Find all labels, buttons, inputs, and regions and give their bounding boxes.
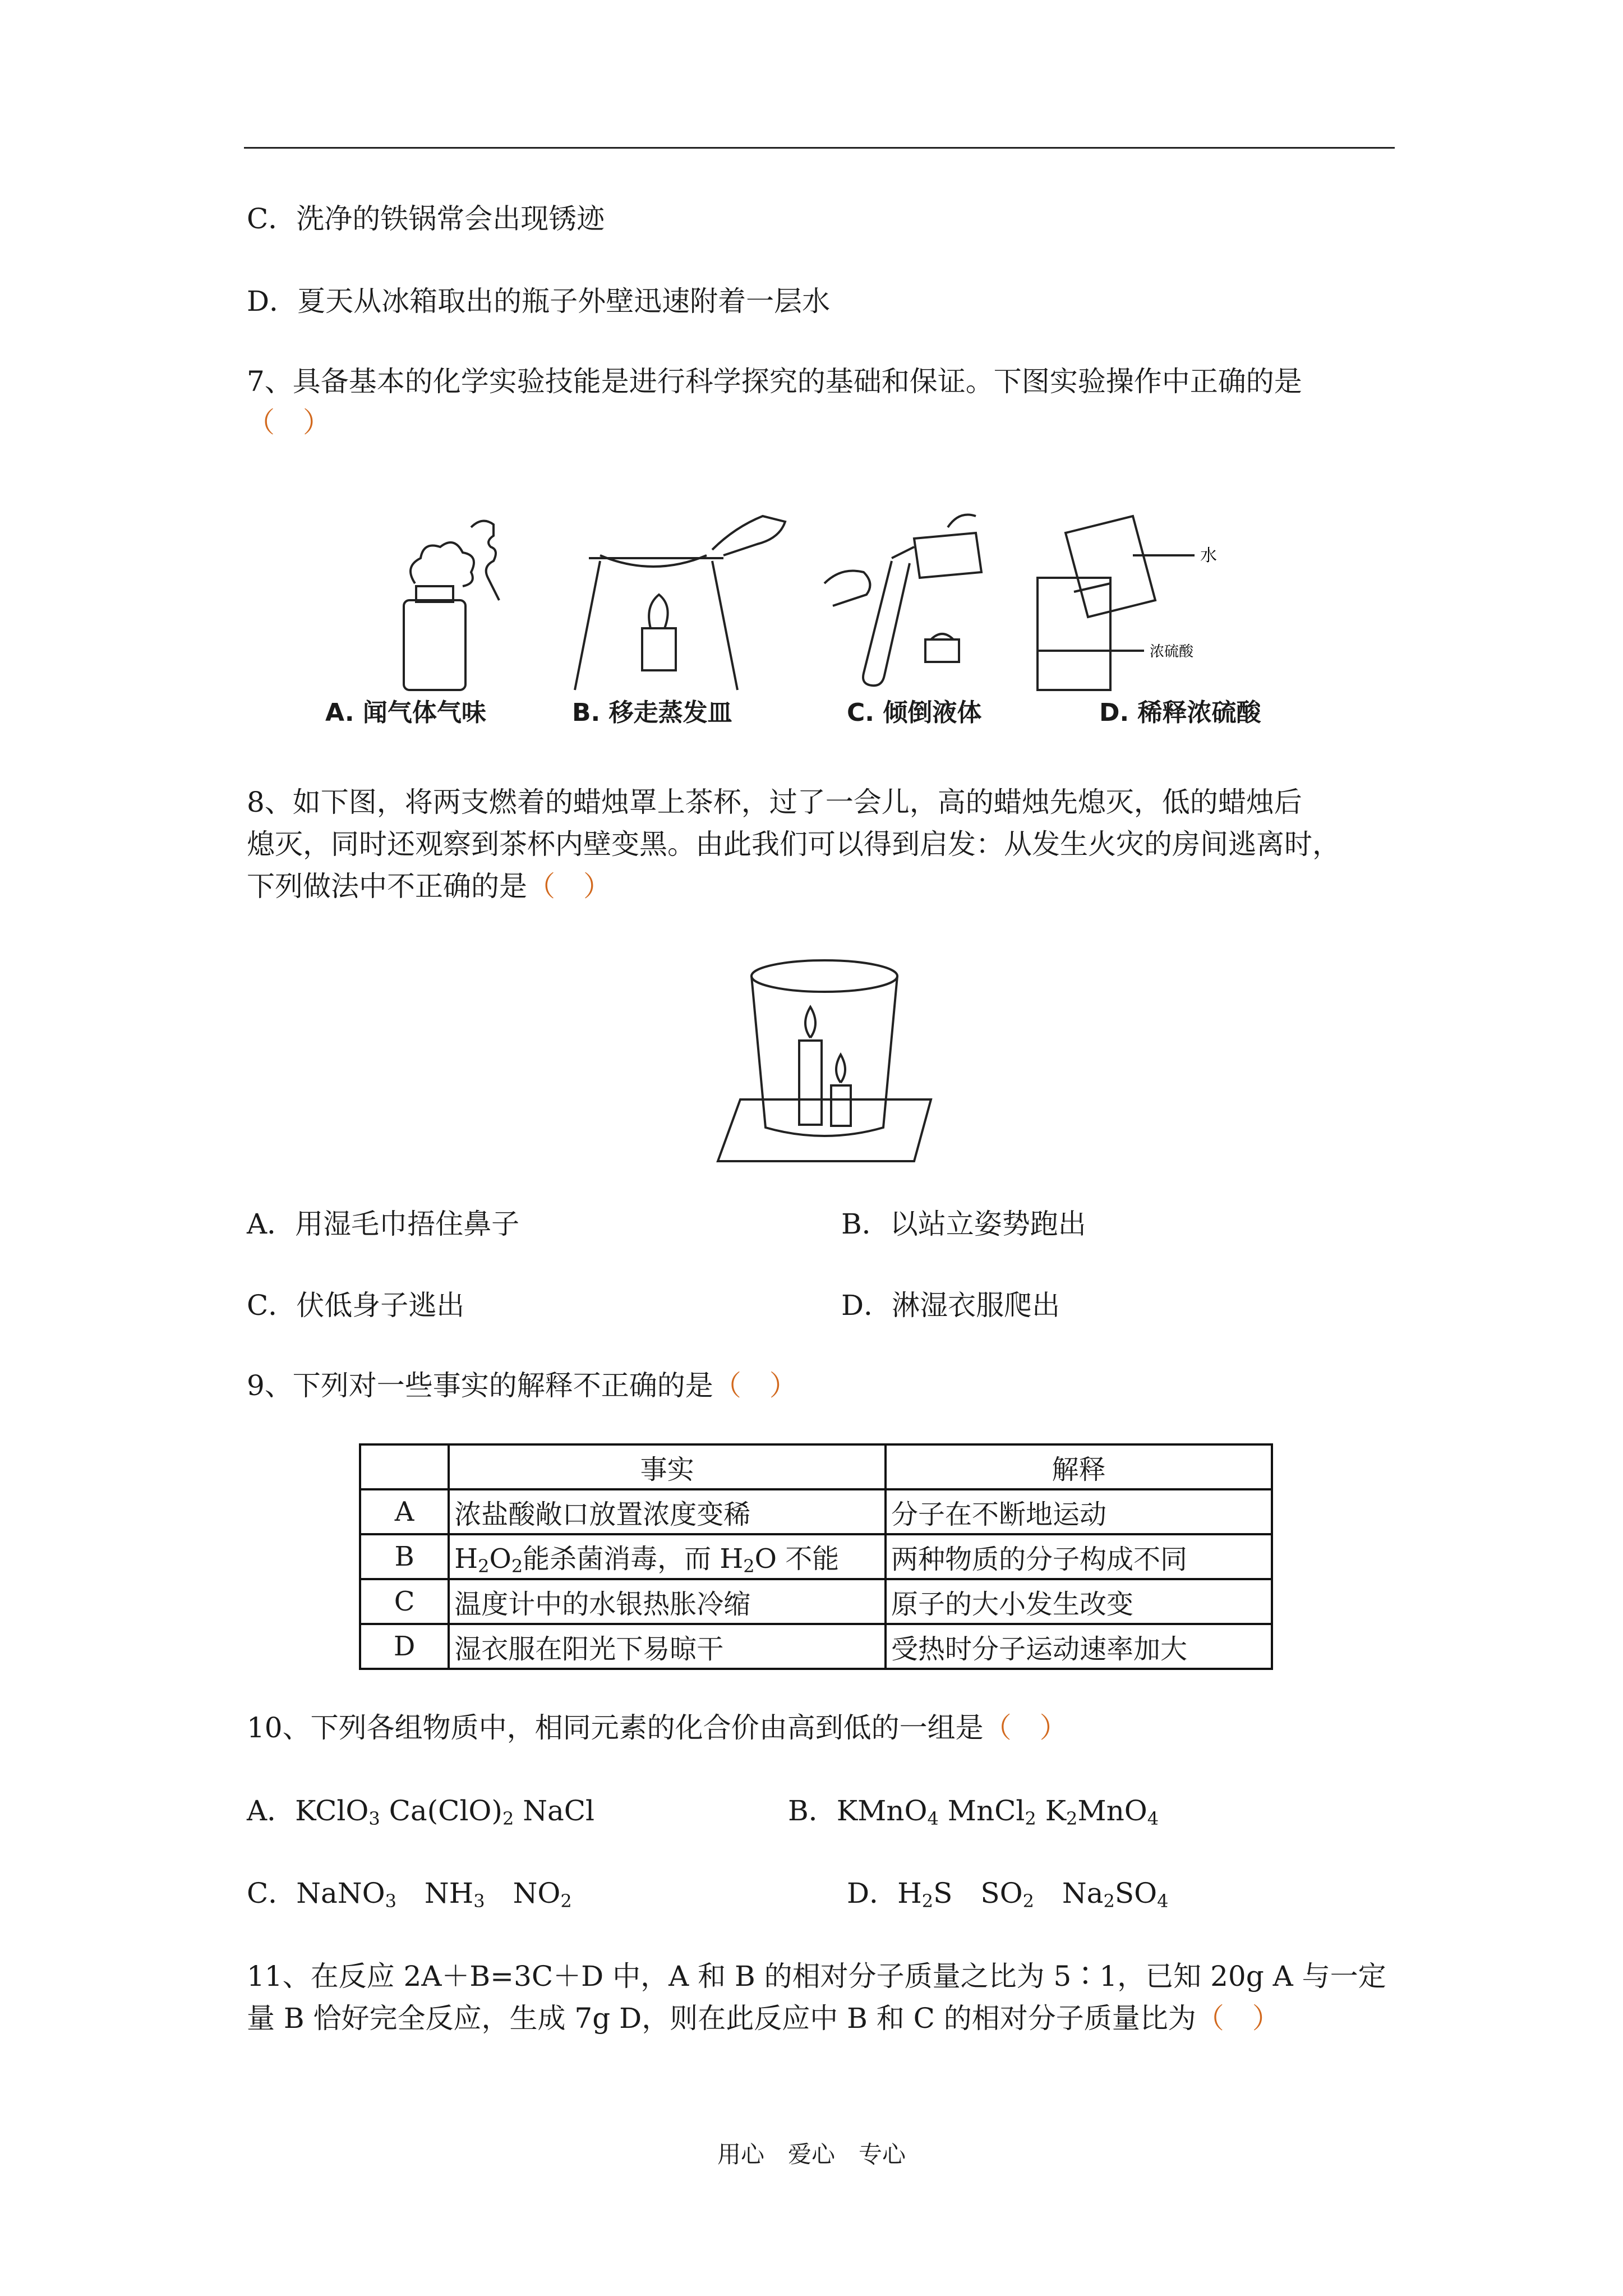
table-header-blank (360, 1444, 449, 1489)
dilute-acid-illustration (1038, 516, 1195, 690)
q8-stem-line3: 下列做法中不正确的是（ ） (247, 870, 611, 903)
table-row (360, 1534, 1272, 1579)
q6-option-d: D．夏天从冰箱取出的瓶子外壁迅速附着一层水 (247, 285, 831, 318)
q7-caption-d: D. 稀释浓硫酸 (1099, 698, 1261, 727)
q7-stem: 7、具备基本的化学实验技能是进行科学探究的基础和保证。下图实验操作中正确的是 (247, 365, 1302, 398)
q11-stem-line2: 量 B 恰好完全反应，生成 7g D，则在此反应中 B 和 C 的相对分子质量比为（ ） (247, 2002, 1280, 2035)
q8-candle-figure (712, 954, 937, 1167)
q11-stem-line1: 11、在反应 2A＋B=3C＋D 中，A 和 B 的相对分子质量之比为 5∶1，已知 20g A 与一定 (247, 1960, 1386, 1993)
q6-option-c: C．洗净的铁锅常会出现锈迹 (247, 203, 605, 235)
smell-gas-illustration (404, 521, 499, 690)
row-fact: 温度计中的水银热胀冷缩 (449, 1579, 886, 1624)
q9-table (359, 1443, 1273, 1670)
row-fact: $H_2O_2$能杀菌消毒，而 $H_2O$ 不能 (449, 1534, 886, 1579)
q10-option-c: C．NaNO$_3$ $NH_3$ $NO_2$ (247, 1877, 572, 1912)
q7-answer-paren: （ ） (247, 406, 331, 439)
page-footer: 用心 爱心 专心 (717, 2141, 906, 2168)
q8-option-b: B．以站立姿势跑出 (841, 1208, 1086, 1240)
evaporating-dish-illustration (575, 516, 785, 690)
q9-stem: 9、下列对一些事实的解释不正确的是（ ） (247, 1369, 797, 1402)
row-label: A (360, 1489, 449, 1534)
q8-option-d: D．淋湿衣服爬出 (841, 1289, 1061, 1322)
header-rule (244, 147, 1395, 149)
label-water: 水 (1200, 546, 1217, 565)
table-header-explain: 解释 (886, 1444, 1272, 1489)
row-label: D (360, 1624, 449, 1669)
q8-option-a: A．用湿毛巾捂住鼻子 (247, 1208, 520, 1240)
row-explain: 分子在不断地运动 (886, 1489, 1272, 1534)
row-fact: 浓盐酸敞口放置浓度变稀 (449, 1489, 886, 1534)
q8-stem-line1: 8、如下图，将两支燃着的蜡烛罩上茶杯，过了一会儿，高的蜡烛先熄灭，低的蜡烛后 (247, 786, 1302, 818)
table-row (360, 1624, 1272, 1669)
q8-option-c: C．伏低身子逃出 (247, 1289, 465, 1322)
q10-option-b: B．KMnO$_4$ MnCl$_2$ $K_2MnO_4$ (788, 1795, 1159, 1829)
table-row (360, 1579, 1272, 1624)
row-fact: 湿衣服在阳光下易晾干 (449, 1624, 886, 1669)
row-explain: 两种物质的分子构成不同 (886, 1534, 1272, 1579)
row-label: B (360, 1534, 449, 1579)
q7-figure (320, 494, 1307, 729)
q7-caption-a: A. 闻气体气味 (325, 698, 486, 727)
table-header-fact: 事实 (449, 1444, 886, 1489)
q10-stem: 10、下列各组物质中，相同元素的化合价由高到低的一组是（ ） (247, 1711, 1068, 1744)
pour-liquid-illustration (824, 515, 981, 686)
row-explain: 受热时分子运动速率加大 (886, 1624, 1272, 1669)
table-header-row (360, 1444, 1272, 1489)
q10-option-a: A．KClO$_3$ $Ca(ClO)_2$ NaCl (247, 1795, 594, 1829)
q8-stem-line2: 熄灭，同时还观察到茶杯内壁变黑。由此我们可以得到启发：从发生火灾的房间逃离时， (247, 828, 1340, 861)
label-conc-acid: 浓硫酸 (1150, 643, 1194, 660)
q7-caption-c: C. 倾倒液体 (847, 698, 982, 727)
row-explain: 原子的大小发生改变 (886, 1579, 1272, 1624)
q10-option-d: D．$H_2S$ $SO_2$ $Na_2SO_4$ (847, 1877, 1169, 1912)
table-row (360, 1489, 1272, 1534)
q7-caption-b: B. 移走蒸发皿 (572, 698, 732, 727)
row-label: C (360, 1579, 449, 1624)
